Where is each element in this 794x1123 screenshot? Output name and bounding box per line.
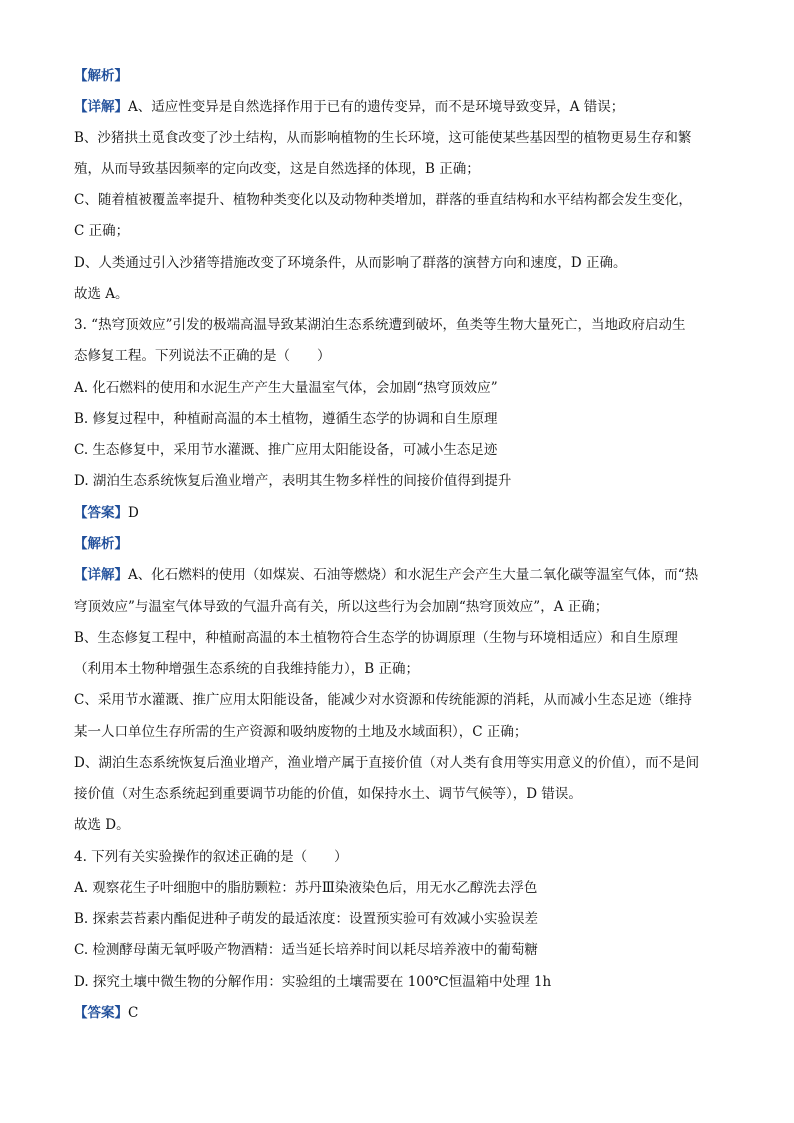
detail-line: D、湖泊生态系统恢复后渔业增产，渔业增产属于直接价值（对人类有食用等实用意义的价值），而不是间 bbox=[74, 755, 700, 771]
analysis-heading: 【解析】 bbox=[74, 536, 128, 552]
detail-line: B、生态修复工程中，种植耐高温的本土植物符合生态学的协调原理（生物与环境相适应）和自生原理 bbox=[74, 630, 678, 646]
conclusion: 故选 A。 bbox=[74, 286, 129, 302]
detail-line: 穹顶效应”与温室气体导致的气温升高有关，所以这些行为会加剧“热穹顶效应”，A 正确； bbox=[74, 599, 609, 615]
option-b: B. 修复过程中，种植耐高温的本土植物，遵循生态学的协调和自生原理 bbox=[74, 411, 498, 427]
detail-line: 某一人口单位生存所需的生产资源和吸纳废物的土地及水域面积），C 正确； bbox=[74, 724, 528, 740]
option-c: C. 生态修复中，采用节水灌溉、推广应用太阳能设备，可减小生态足迹 bbox=[74, 442, 498, 458]
question-stem: 4. 下列有关实验操作的叙述正确的是（ ） bbox=[74, 849, 348, 865]
detail-line: 接价值（对生态系统起到重要调节功能的价值，如保持水土、调节气候等），D 错误。 bbox=[74, 786, 582, 802]
answer: 【答案】D bbox=[74, 505, 139, 521]
detail-line: 【详解】A、化石燃料的使用（如煤炭、石油等燃烧）和水泥生产会产生大量二氧化碳等温室气体，而“热 bbox=[74, 567, 699, 583]
detail-line: 【详解】A、适应性变异是自然选择作用于已有的遗传变异，而不是环境导致变异，A 错误； bbox=[74, 99, 625, 115]
detail-line: C、采用节水灌溉、推广应用太阳能设备，能减少对水资源和传统能源的消耗，从而减小生态足迹（维持 bbox=[74, 692, 692, 708]
conclusion: 故选 D。 bbox=[74, 817, 130, 833]
detail-line: B、沙猪拱土觅食改变了沙土结构，从而影响植物的生长环境，这可能使某些基因型的植物更易生存和繁 bbox=[74, 130, 692, 146]
option-d: D. 湖泊生态系统恢复后渔业增产，表明其生物多样性的间接价值得到提升 bbox=[74, 473, 512, 489]
option-a: A. 化石燃料的使用和水泥生产产生大量温室气体，会加剧“热穹顶效应” bbox=[74, 380, 498, 396]
detail-line: （利用本土物种增强生态系统的自我维持能力），B 正确； bbox=[74, 661, 419, 677]
question-stem: 态修复工程。下列说法不正确的是（ ） bbox=[74, 348, 331, 364]
detail-line: C、随着植被覆盖率提升、植物种类变化以及动物种类增加，群落的垂直结构和水平结构都会发生变化， bbox=[74, 192, 692, 208]
option-d: D. 探究土壤中微生物的分解作用：实验组的土壤需要在 100℃恒温箱中处理 1h bbox=[74, 974, 552, 990]
question-stem: 3. “热穹顶效应”引发的极端高温导致某湖泊生态系统遭到破坏，鱼类等生物大量死亡，当地政府启动生 bbox=[74, 317, 686, 333]
detail-line: 殖，从而导致基因频率的定向改变，这是自然选择的体现，B 正确； bbox=[74, 161, 480, 177]
detail-line: C 正确； bbox=[74, 223, 130, 239]
option-b: B. 探索芸苔素内酯促进种子萌发的最适浓度：设置预实验可有效减小实验误差 bbox=[74, 911, 539, 927]
option-a: A. 观察花生子叶细胞中的脂肪颗粒：苏丹Ⅲ染液染色后，用无水乙醇洗去浮色 bbox=[74, 880, 538, 896]
answer: 【答案】C bbox=[74, 1005, 139, 1021]
analysis-heading: 【解析】 bbox=[74, 68, 128, 84]
option-c: C. 检测酵母菌无氧呼吸产物酒精：适当延长培养时间以耗尽培养液中的葡萄糖 bbox=[74, 942, 538, 958]
detail-line: D、人类通过引入沙猪等措施改变了环境条件，从而影响了群落的演替方向和速度，D 正确。 bbox=[74, 255, 627, 271]
